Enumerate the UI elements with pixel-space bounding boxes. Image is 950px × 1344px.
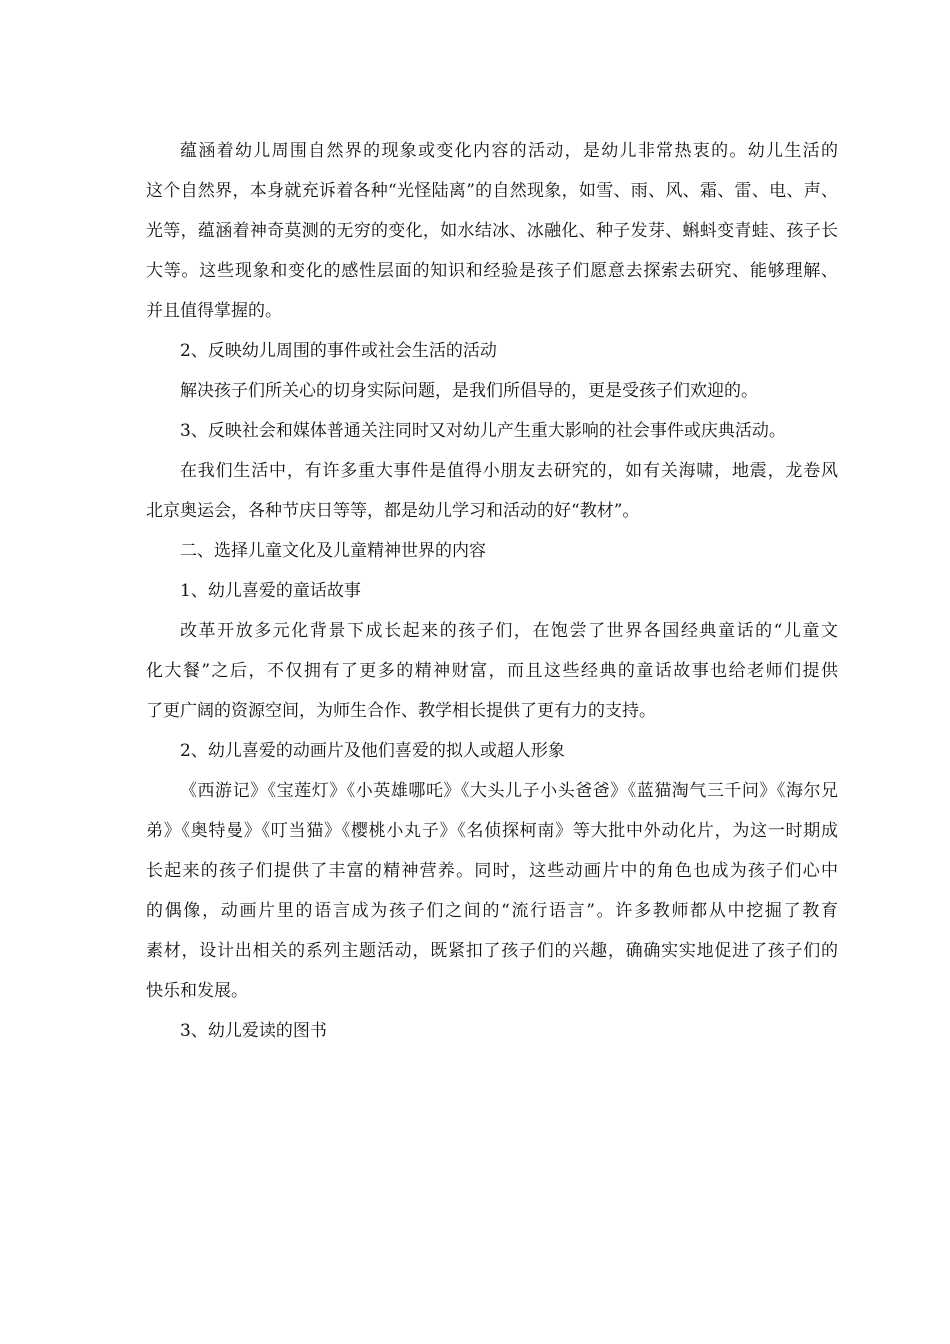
text-line: 这个自然界，本身就充诉着各种“光怪陆离”的自然现象，如雪、雨、风、霜、雷、电、声、 [146, 181, 838, 201]
heading-fairy-tales [112, 571, 838, 611]
heading-line: 二、选择儿童文化及儿童精神世界的内容 [180, 541, 486, 561]
text-line: 了更广阔的资源空间，为师生合作、教学相长提供了更有力的支持。 [146, 701, 656, 721]
text-line: 在我们生活中，有许多重大事件是值得小朋友去研究的，如有关海啸，地震，龙卷风 [180, 461, 838, 481]
text-line: 快乐和发展。 [146, 981, 248, 1001]
heading-line: 2、幼儿喜爱的动画片及他们喜爱的拟人或超人形象 [180, 741, 565, 761]
text-line: 光等，蕴涵着神奇莫测的无穷的变化，如水结冰、冰融化、种子发芽、蝌蚪变青蛙、孩子长 [146, 221, 838, 241]
paragraph-cartoons [112, 771, 838, 1011]
text-line: 弟》《奥特曼》《叮当猫》《樱桃小丸子》《名侦探柯南》等大批中外动化片，为这一时期成 [146, 821, 838, 841]
paragraph-major-events [112, 451, 838, 531]
text-line: 解决孩子们所关心的切身实际问题，是我们所倡导的，更是受孩子们欢迎的。 [180, 381, 758, 401]
paragraph-fairy-tales [112, 611, 838, 731]
heading-books [112, 1011, 838, 1051]
text-line: 的偶像，动画片里的语言成为孩子们之间的“流行语言”。许多教师都从中挖掘了教育 [146, 901, 838, 921]
paragraph-practical-problems [112, 371, 838, 411]
text-line: 长起来的孩子们提供了丰富的精神营养。同时，这些动画片中的角色也成为孩子们心中 [146, 861, 838, 881]
heading-line: 3、幼儿爱读的图书 [180, 1021, 327, 1041]
text-line: 大等。这些现象和变化的感性层面的知识和经验是孩子们愿意去探索去研究、能够理解、 [146, 261, 838, 281]
text-line: 蕴涵着幼儿周围自然界的现象或变化内容的活动，是幼儿非常热衷的。幼儿生活的 [180, 141, 838, 161]
heading-media-events [112, 411, 838, 451]
text-line: 改革开放多元化背景下成长起来的孩子们，在饱尝了世界各国经典童话的“儿童文 [180, 621, 838, 641]
text-line: 北京奥运会，各种节庆日等等，都是幼儿学习和活动的好“教材”。 [146, 501, 640, 521]
heading-cartoons [112, 731, 838, 771]
text-line: 素材，设计出相关的系列主题活动，既紧扣了孩子们的兴趣，确确实实地促进了孩子们的 [146, 941, 838, 961]
heading-line: 3、反映社会和媒体普通关注同时又对幼儿产生重大影响的社会事件或庆典活动。 [180, 421, 786, 441]
paragraph-natural-phenomena [112, 131, 838, 331]
document-body [112, 131, 838, 1051]
heading-line: 1、幼儿喜爱的童话故事 [180, 581, 361, 601]
heading-line: 2、反映幼儿周围的事件或社会生活的活动 [180, 341, 497, 361]
heading-children-culture [112, 531, 838, 571]
text-line: 《西游记》《宝莲灯》《小英雄哪吒》《大头儿子小头爸爸》《蓝猫淘气三千问》《海尔兄 [180, 781, 838, 801]
heading-social-events [112, 331, 838, 371]
text-line: 化大餐”之后，不仅拥有了更多的精神财富，而且这些经典的童话故事也给老师们提供 [146, 661, 838, 681]
text-line: 并且值得掌握的。 [146, 301, 282, 321]
